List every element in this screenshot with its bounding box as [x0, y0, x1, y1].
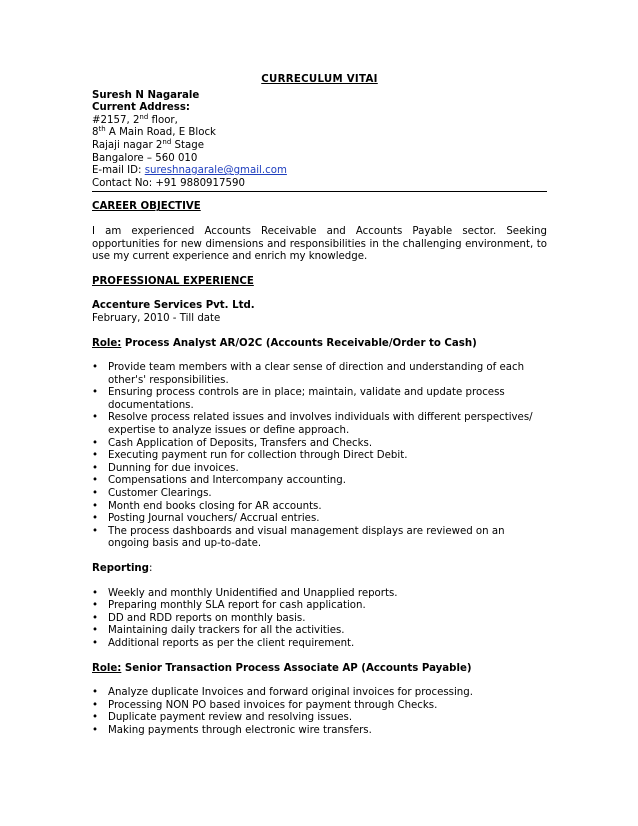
bullet-icon: • — [92, 724, 99, 736]
list-item — [92, 438, 547, 451]
list-item-text: Dunning for due invoices. — [108, 462, 239, 474]
list-item — [92, 625, 547, 638]
email-label: E-mail ID: — [92, 165, 145, 177]
bullet-icon: • — [92, 500, 99, 512]
list-item-text: Resolve process related issues and involves individuals with different perspectives/ expertise to analyze issues or define approach. — [108, 412, 533, 437]
resume-page — [92, 74, 547, 738]
bullet-icon: • — [92, 687, 99, 699]
role-analyst-heading — [92, 338, 547, 351]
bullet-icon: • — [92, 437, 99, 449]
role-associate-duties — [92, 687, 547, 737]
list-item — [92, 588, 547, 601]
reporting-label: Reporting — [92, 563, 149, 574]
role-associate-heading — [92, 663, 547, 676]
list-item-text: Executing payment run for collection through Direct Debit. — [108, 450, 408, 462]
bullet-icon: • — [92, 513, 99, 525]
list-item — [92, 450, 547, 463]
list-item — [92, 475, 547, 488]
list-item-text: Maintaining daily trackers for all the activities. — [108, 625, 345, 637]
list-item-text: Preparing monthly SLA report for cash application. — [108, 600, 366, 612]
list-item-text: Provide team members with a clear sense of direction and understanding of each other's' responsibilities. — [108, 362, 525, 386]
list-item — [92, 463, 547, 476]
contact-number: Contact No: +91 9880917590 — [92, 177, 245, 189]
company-name: Accenture Services Pvt. Ltd. — [92, 300, 255, 312]
list-item — [92, 712, 547, 725]
bullet-icon: • — [92, 387, 99, 399]
role-title: Senior Transaction Process Associate AP (Accounts Payable) — [121, 662, 472, 674]
list-item-text: DD and RDD reports on monthly basis. — [108, 612, 306, 624]
bullet-icon: • — [92, 612, 99, 624]
list-item-text: Compensations and Intercompany accounting. — [108, 475, 346, 487]
bullet-icon: • — [92, 699, 99, 711]
list-item — [92, 501, 547, 514]
list-item — [92, 488, 547, 501]
bullet-icon: • — [92, 488, 99, 500]
role-analyst-duties — [92, 362, 547, 551]
list-item-text: Making payments through electronic wire transfers. — [108, 724, 372, 736]
header-divider — [92, 191, 547, 192]
career-objective-text: I am experienced Accounts Receivable and Accounts Payable sector. Seeking opportunities for new dimensions and responsibilities in the challenging environment, to use my current experience and enrich my knowledge. — [92, 225, 547, 263]
list-item-text: Analyze duplicate Invoices and forward original invoices for processing. — [108, 687, 473, 699]
employment-period: February, 2010 - Till date — [92, 312, 221, 324]
role-label: Role: — [92, 662, 122, 674]
list-item-text: Processing NON PO based invoices for payment through Checks. — [108, 699, 438, 711]
list-item — [92, 700, 547, 713]
email-link[interactable]: sureshnagarale@gmail.com — [144, 165, 287, 177]
bullet-icon: • — [92, 462, 99, 474]
list-item — [92, 687, 547, 700]
candidate-name: Suresh N Nagarale — [92, 89, 200, 101]
bullet-icon: • — [92, 362, 99, 374]
bullet-icon: • — [92, 412, 99, 424]
bullet-icon: • — [92, 587, 99, 599]
list-item-text: Additional reports as per the client requirement. — [108, 637, 355, 649]
career-objective-heading: CAREER OBJECTIVE — [92, 201, 201, 213]
address-line: Bangalore – 560 010 — [92, 152, 198, 164]
role-label: Role: — [92, 337, 122, 349]
bullet-icon: • — [92, 525, 99, 537]
bullet-icon: • — [92, 475, 99, 487]
list-item — [92, 600, 547, 613]
bullet-icon: • — [92, 625, 99, 637]
address-line: Rajaji nagar 2nd Stage — [92, 137, 204, 151]
list-item — [92, 513, 547, 526]
list-item-text: Ensuring process controls are in place; maintain, validate and update process documentations. — [108, 387, 505, 411]
list-item — [92, 412, 547, 437]
professional-experience-heading: PROFESSIONAL EXPERIENCE — [92, 275, 254, 287]
bullet-icon: • — [92, 600, 99, 612]
address-block — [92, 112, 547, 165]
address-label: Current Address: — [92, 102, 190, 114]
bullet-icon: • — [92, 637, 99, 649]
list-item-text: Posting Journal vouchers/ Accrual entries. — [108, 513, 320, 525]
list-item — [92, 526, 547, 551]
list-item-text: Month end books closing for AR accounts. — [108, 500, 322, 512]
list-item — [92, 387, 547, 412]
reporting-duties — [92, 588, 547, 651]
list-item-text: Cash Application of Deposits, Transfers and Checks. — [108, 437, 373, 449]
document-title: CURRECULUM VITAI — [261, 74, 378, 85]
email-row — [92, 165, 547, 178]
address-line: 8th A Main Road, E Block — [92, 125, 216, 139]
list-item — [92, 638, 547, 651]
list-item — [92, 613, 547, 626]
list-item — [92, 362, 547, 387]
address-line: #2157, 2nd floor, — [92, 112, 178, 126]
bullet-icon: • — [92, 712, 99, 724]
list-item-text: Weekly and monthly Unidentified and Unapplied reports. — [108, 587, 398, 599]
reporting-heading: Reporting: — [92, 563, 153, 574]
bullet-icon: • — [92, 450, 99, 462]
list-item-text: Duplicate payment review and resolving issues. — [108, 712, 353, 724]
list-item-text: The process dashboards and visual management displays are reviewed on an ongoing basis and up-to-date. — [108, 525, 505, 550]
role-title: Process Analyst AR/O2C (Accounts Receivable/Order to Cash) — [121, 337, 477, 349]
list-item-text: Customer Clearings. — [108, 488, 212, 500]
list-item — [92, 725, 547, 738]
